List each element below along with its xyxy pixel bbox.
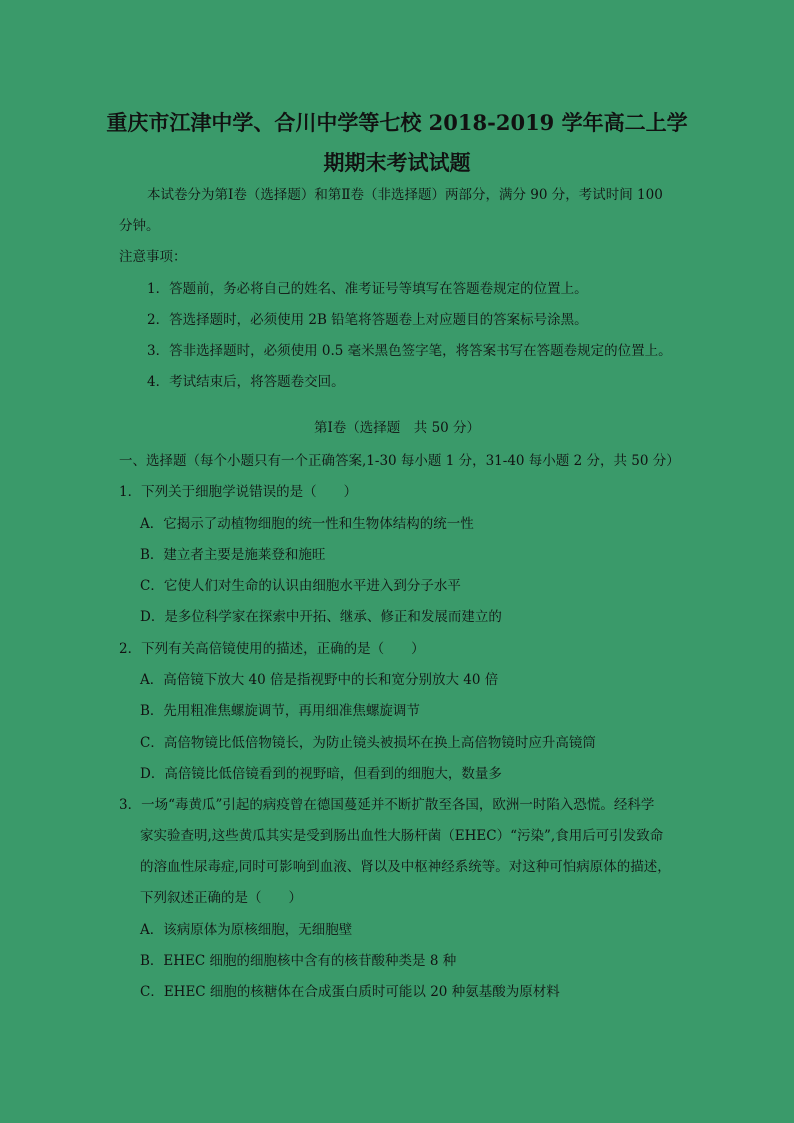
- question-stem-continued: 的溶血性尿毒症,同时可影响到血液、肾以及中枢神经系统等。对这种可怕病原体的描述，: [140, 859, 671, 875]
- intro-line-1: 本试卷分为第Ⅰ卷（选择题）和第Ⅱ卷（非选择题）两部分，满分 90 分，考试时间 100: [147, 187, 663, 203]
- question-option: A．它揭示了动植物细胞的统一性和生物体结构的统一性: [140, 516, 474, 532]
- question-option: B．建立者主要是施莱登和施旺: [140, 547, 326, 563]
- notes-heading: 注意事项：: [119, 249, 187, 265]
- question-option: A．该病原体为原核细胞，无细胞壁: [140, 922, 353, 938]
- question-option: B．EHEC 细胞的细胞核中含有的核苷酸种类是 8 种: [140, 953, 457, 969]
- intro-line-2: 分钟。: [119, 218, 160, 234]
- question-option: A．高倍镜下放大 40 倍是指视野中的长和宽分别放大 40 倍: [140, 672, 499, 688]
- note-item: 4．考试结束后，将答题卷交回。: [147, 374, 345, 390]
- question-option: B．先用粗准焦螺旋调节，再用细准焦螺旋调节: [140, 703, 420, 719]
- question-option: C．EHEC 细胞的核糖体在合成蛋白质时可能以 20 种氨基酸为原材料: [140, 984, 560, 1000]
- note-item: 1．答题前，务必将自己的姓名、准考证号等填写在答题卷规定的位置上。: [147, 281, 588, 297]
- question-stem-continued: 下列叙述正确的是（ ）: [140, 890, 302, 906]
- question-stem: 3．一场“毒黄瓜”引起的病疫曾在德国蔓延并不断扩散至各国，欧洲一时陷入恐慌。经科学: [119, 797, 655, 813]
- exam-title-line-2: 期期末考试试题: [323, 150, 471, 175]
- question-option: C．它使人们对生命的认识由细胞水平进入到分子水平: [140, 578, 461, 594]
- question-option: D．是多位科学家在探索中开拓、继承、修正和发展而建立的: [140, 609, 502, 625]
- question-option: C．高倍物镜比低倍物镜长，为防止镜头被损坏在换上高倍物镜时应升高镜筒: [140, 735, 596, 751]
- part1-header: 第Ⅰ卷（选择题 共 50 分）: [313, 420, 481, 436]
- question-stem: 1．下列关于细胞学说错误的是（ ）: [119, 484, 358, 500]
- section-heading: 一、选择题（每个小题只有一个正确答案,1-30 每小题 1 分，31-40 每小题 2 分，共 50 分）: [119, 453, 680, 469]
- exam-title-line-1: 重庆市江津中学、合川中学等七校 2018-2019 学年高二上学: [106, 110, 688, 135]
- note-item: 2．答选择题时，必须使用 2B 铅笔将答题卷上对应题目的答案标号涂黑。: [147, 312, 588, 328]
- note-item: 3．答非选择题时，必须使用 0.5 毫米黑色签字笔，将答案书写在答题卷规定的位置上。: [147, 343, 672, 359]
- question-option: D．高倍镜比低倍镜看到的视野暗，但看到的细胞大，数量多: [140, 766, 502, 782]
- question-stem-continued: 家实验查明,这些黄瓜其实是受到肠出血性大肠杆菌（EHEC）“污染”,食用后可引发致命: [140, 828, 664, 844]
- question-stem: 2．下列有关高倍镜使用的描述，正确的是（ ）: [119, 641, 425, 657]
